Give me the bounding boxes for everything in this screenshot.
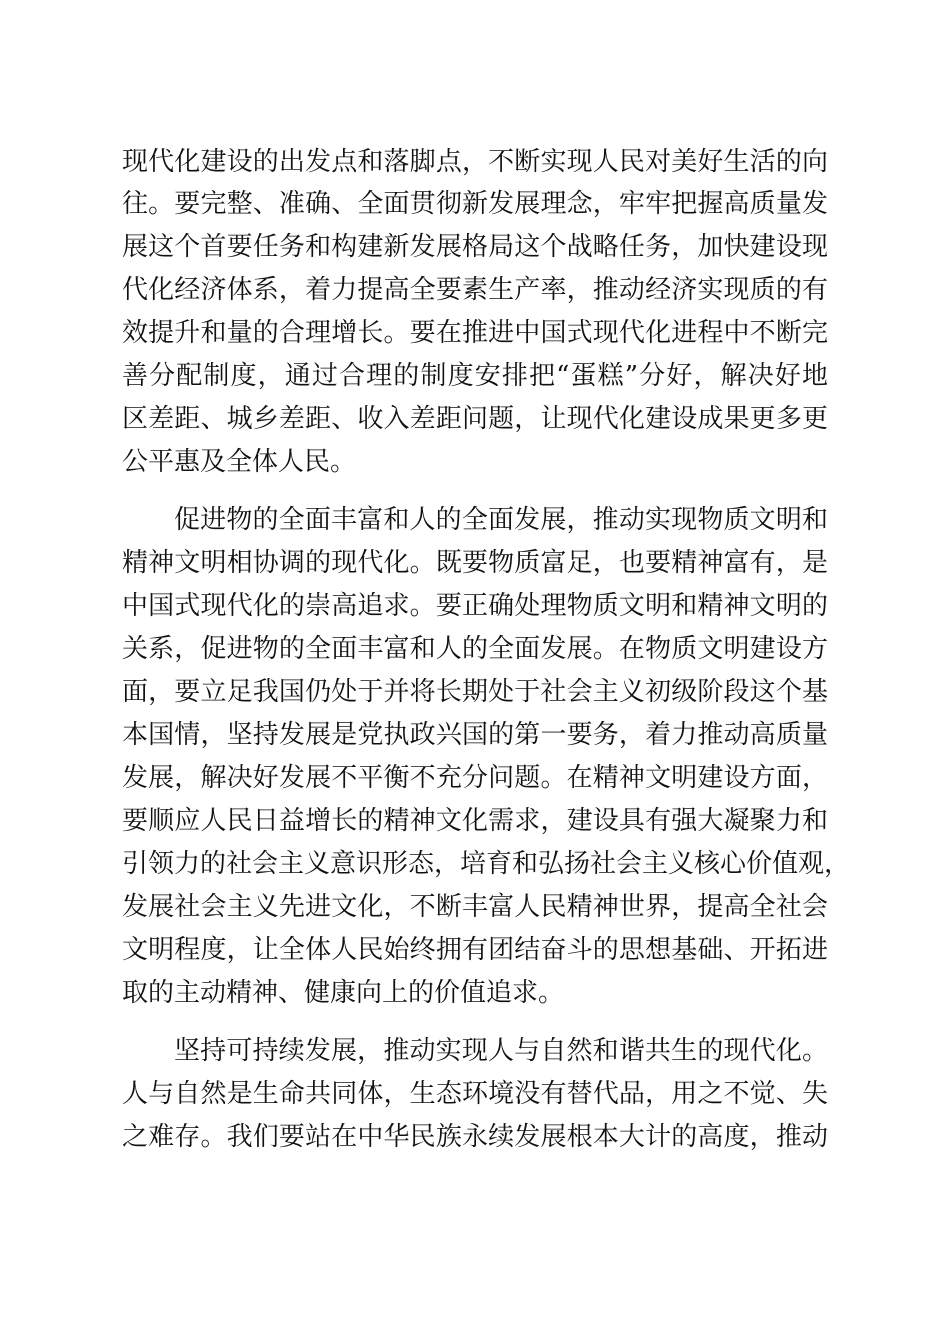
paragraph-2-line-11: 文明程度，让全体人民始终拥有团结奋斗的思想基础、开拓进 xyxy=(122,935,828,965)
paragraph-3-line-3: 之难存。我们要站在中华民族永续发展根本大计的高度，推动 xyxy=(122,1122,828,1152)
paragraph-3-line-2: 人与自然是生命共同体，生态环境没有替代品，用之不觉、失 xyxy=(122,1079,828,1109)
paragraph-2-line-7: 发展，解决好发展不平衡不充分问题。在精神文明建设方面， xyxy=(122,763,828,793)
paragraph-2-line-1: 促进物的全面丰富和人的全面发展，推动实现物质文明和 xyxy=(174,505,828,535)
paragraph-1-line-8: 公平惠及全体人民。 xyxy=(122,447,357,477)
paragraph-1-line-6: 善分配制度，通过合理的制度安排把“蛋糕”分好，解决好地 xyxy=(122,361,828,391)
paragraph-1-line-1: 现代化建设的出发点和落脚点，不断实现人民对美好生活的向 xyxy=(122,147,828,177)
paragraph-2-line-12: 取的主动精神、健康向上的价值追求。 xyxy=(122,978,565,1008)
paragraph-2-line-2: 精神文明相协调的现代化。既要物质富足，也要精神富有，是 xyxy=(122,548,828,578)
paragraph-1-line-2: 往。要完整、准确、全面贯彻新发展理念，牢牢把握高质量发 xyxy=(122,189,828,219)
paragraph-2-line-9: 引领力的社会主义意识形态，培育和弘扬社会主义核心价值观， xyxy=(122,849,851,879)
paragraph-2-line-10: 发展社会主义先进文化，不断丰富人民精神世界，提高全社会 xyxy=(122,892,828,922)
paragraph-2-line-6: 本国情，坚持发展是党执政兴国的第一要务，着力推动高质量 xyxy=(122,720,828,750)
paragraph-1-line-5: 效提升和量的合理增长。要在推进中国式现代化进程中不断完 xyxy=(122,318,828,348)
paragraph-1-line-3: 展这个首要任务和构建新发展格局这个战略任务，加快建设现 xyxy=(122,232,828,262)
paragraph-3-line-1: 坚持可持续发展，推动实现人与自然和谐共生的现代化。 xyxy=(174,1036,828,1066)
paragraph-2-line-8: 要顺应人民日益增长的精神文化需求，建设具有强大凝聚力和 xyxy=(122,806,828,836)
paragraph-1-line-7: 区差距、城乡差距、收入差距问题，让现代化建设成果更多更 xyxy=(122,404,828,434)
paragraph-2-line-4: 关系，促进物的全面丰富和人的全面发展。在物质文明建设方 xyxy=(122,634,828,664)
paragraph-2-line-5: 面，要立足我国仍处于并将长期处于社会主义初级阶段这个基 xyxy=(122,677,828,707)
paragraph-1-line-4: 代化经济体系，着力提高全要素生产率，推动经济实现质的有 xyxy=(122,275,828,305)
paragraph-2-line-3: 中国式现代化的崇高追求。要正确处理物质文明和精神文明的 xyxy=(122,591,828,621)
